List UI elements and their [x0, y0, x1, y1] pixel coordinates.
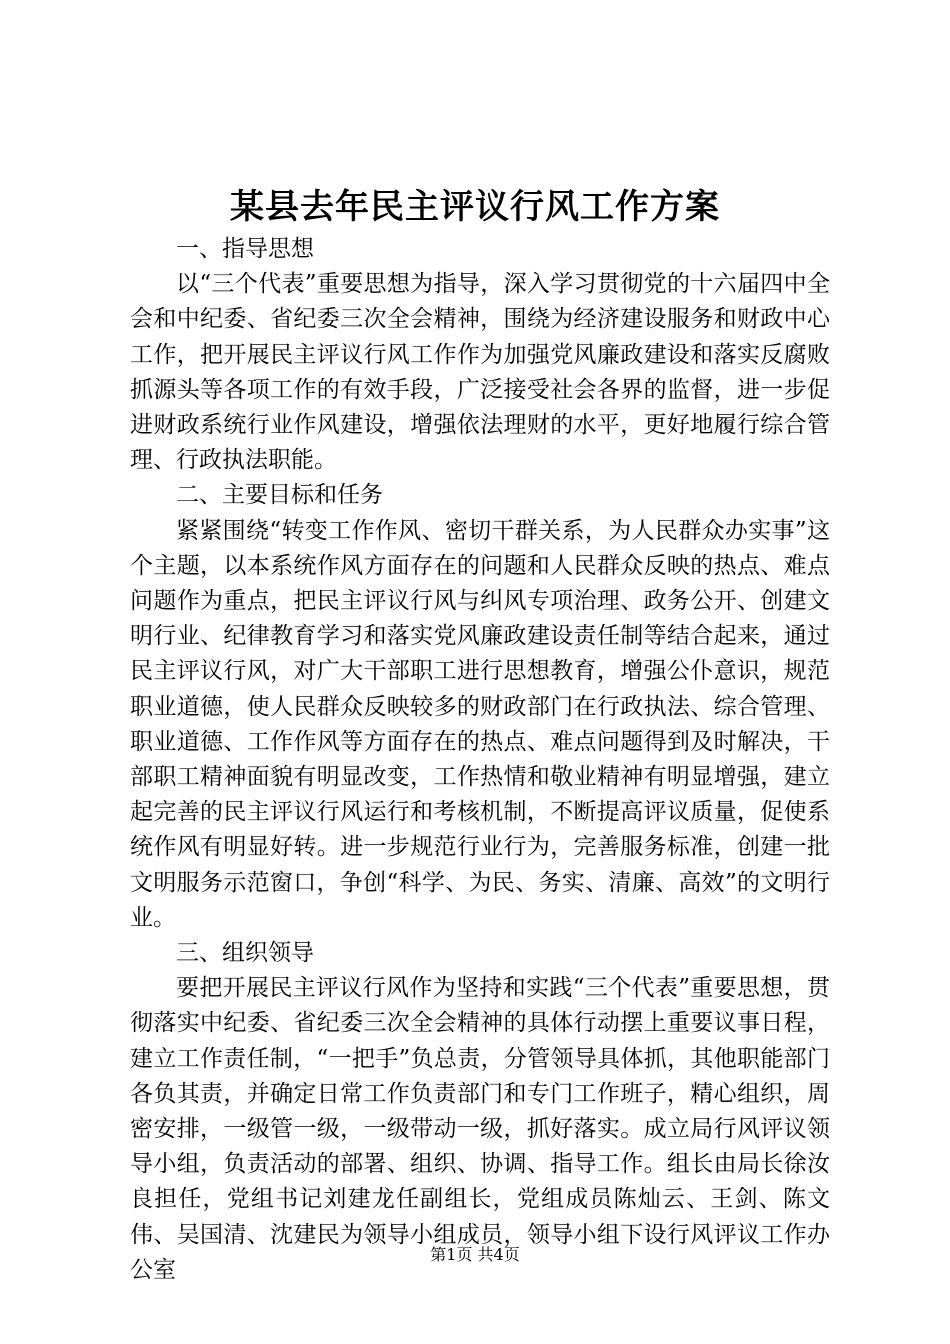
document-title: 某县去年民主评议行风工作方案	[230, 187, 720, 227]
section-heading-organization-leadership: 三、组织领导	[176, 940, 314, 967]
document-body	[130, 232, 830, 1288]
page-footer: 第1页 共4页	[430, 1245, 520, 1264]
section-paragraph: 紧紧围绕“转变工作作风、密切干群关系，为人民群众办实事”这个主题，以本系统作风方面存在的问题和人民群众反映的热点、难点问题作为重点，把民主评议行风与纠风专项治理、政务公开、创建文明行业、纪律教育学习和落实党风廉政建设责任制等结合起来，通过民主评议行风，对广大干部职工进行思想教育，增强公仆意识，规范职业道德，使人民群众反映较多的财政部门在行政执法、综合管理、职业道德、工作作风等方面存在的热点、难点问题得到及时解决，干部职工精神面貌有明显改变，工作热情和敬业精神有明显增强，建立起完善的民主评议行风运行和考核机制，不断提高评议质量，促使系统作风有明显好转。进一步规范行业行为，完善服务标准，创建一批文明服务示范窗口，争创“科学、为民、务实、清廉、高效”的文明行业。	[130, 517, 830, 931]
section-paragraph: 要把开展民主评议行风作为坚持和实践“三个代表”重要思想，贯彻落实中纪委、省纪委三次全会精神的具体行动摆上重要议事日程，建立工作责任制，“一把手”负总责，分管领导具体抓，其他职能部门各负其责，并确定日常工作负责部门和专门工作班子，精心组织，周密安排，一级管一级，一级带动一级，抓好落实。成立局行风评议领导小组，负责活动的部署、组织、协调、指导工作。组长由局长徐汝良担任，党组书记刘建龙任副组长，党组成员陈灿云、王剑、陈文伟、吴国清、沈建民为领导小组成员，领导小组下设行风评议工作办公室	[130, 975, 830, 1283]
section-heading-guiding-ideology: 一、指导思想	[176, 236, 314, 262]
section-heading-goals-and-tasks: 二、主要目标和任务	[176, 482, 383, 509]
section-paragraph: 以“三个代表”重要思想为指导，深入学习贯彻党的十六届四中全会和中纪委、省纪委三次全会精神，围绕为经济建设服务和财政中心工作，把开展民主评议行风工作作为加强党风廉政建设和落实反腐败抓源头等各项工作的有效手段，广泛接受社会各界的监督，进一步促进财政系统行业作风建设，增强依法理财的水平，更好地履行综合管理、行政执法职能。	[130, 271, 830, 474]
